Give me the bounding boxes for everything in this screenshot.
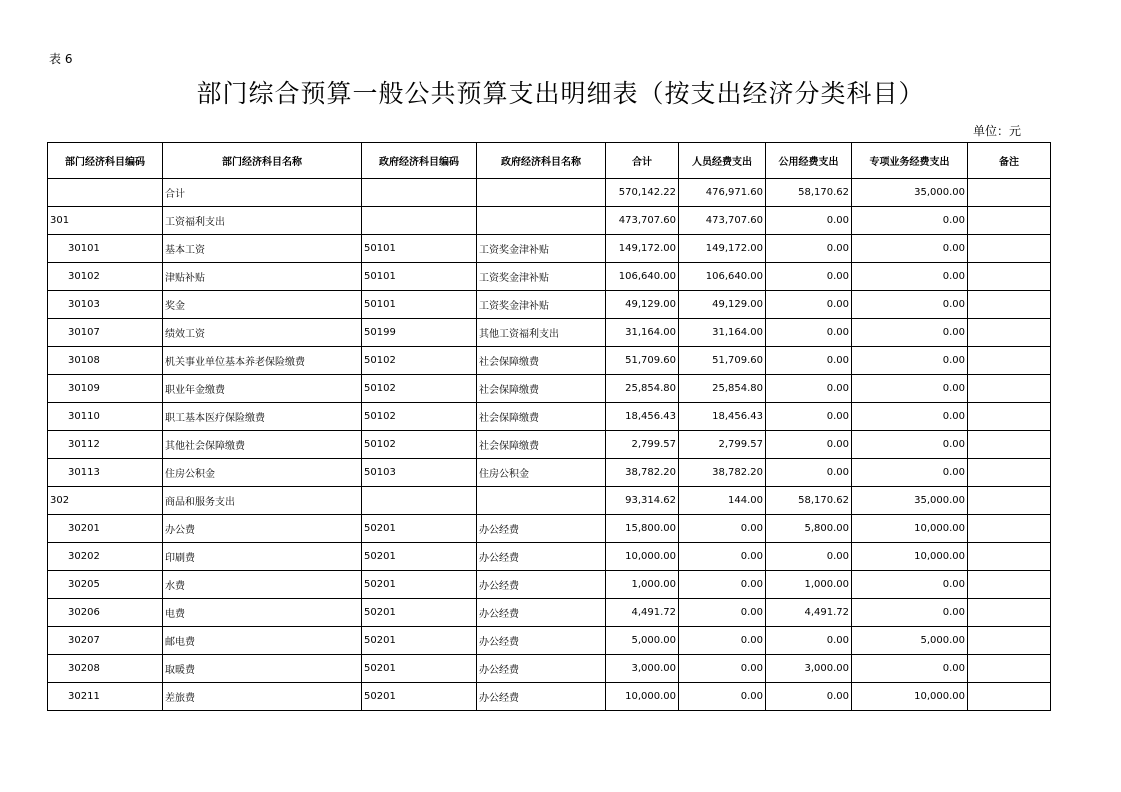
cell-personnel: 144.00 [679, 487, 766, 515]
cell-public: 0.00 [766, 431, 852, 459]
table-row [48, 683, 1051, 711]
cell-special: 0.00 [852, 347, 968, 375]
cell-special: 0.00 [852, 207, 968, 235]
cell-total: 473,707.60 [606, 207, 679, 235]
cell-name: 职业年金缴费 [163, 375, 362, 403]
cell-public: 0.00 [766, 459, 852, 487]
cell-gov-code: 50199 [362, 319, 477, 347]
cell-gov-name: 工资奖金津补贴 [477, 235, 606, 263]
cell-gov-name: 办公经费 [477, 599, 606, 627]
cell-public: 0.00 [766, 403, 852, 431]
cell-special: 5,000.00 [852, 627, 968, 655]
cell-gov-code [362, 179, 477, 207]
cell-gov-name: 办公经费 [477, 627, 606, 655]
cell-note [968, 459, 1051, 487]
cell-total: 2,799.57 [606, 431, 679, 459]
table-row [48, 599, 1051, 627]
cell-gov-code: 50101 [362, 263, 477, 291]
cell-gov-name: 办公经费 [477, 683, 606, 711]
cell-personnel: 0.00 [679, 599, 766, 627]
cell-total: 15,800.00 [606, 515, 679, 543]
cell-gov-code: 50102 [362, 431, 477, 459]
table-row [48, 655, 1051, 683]
cell-gov-code: 50201 [362, 599, 477, 627]
table-row [48, 403, 1051, 431]
cell-code: 30201 [48, 515, 163, 543]
cell-gov-code [362, 487, 477, 515]
header-public: 公用经费支出 [766, 143, 852, 179]
cell-public: 3,000.00 [766, 655, 852, 683]
cell-note [968, 683, 1051, 711]
cell-special: 10,000.00 [852, 543, 968, 571]
cell-special: 0.00 [852, 571, 968, 599]
cell-name: 职工基本医疗保险缴费 [163, 403, 362, 431]
cell-gov-code: 50201 [362, 655, 477, 683]
cell-note [968, 571, 1051, 599]
cell-personnel: 149,172.00 [679, 235, 766, 263]
cell-note [968, 627, 1051, 655]
cell-public: 0.00 [766, 263, 852, 291]
cell-code: 30110 [48, 403, 163, 431]
cell-total: 149,172.00 [606, 235, 679, 263]
header-gov-name: 政府经济科目名称 [477, 143, 606, 179]
cell-public: 0.00 [766, 375, 852, 403]
table-row [48, 543, 1051, 571]
table-row [48, 319, 1051, 347]
cell-gov-name [477, 179, 606, 207]
cell-code: 30101 [48, 235, 163, 263]
table-row [48, 487, 1051, 515]
cell-personnel: 18,456.43 [679, 403, 766, 431]
cell-special: 0.00 [852, 655, 968, 683]
cell-total: 18,456.43 [606, 403, 679, 431]
cell-note [968, 291, 1051, 319]
cell-special: 0.00 [852, 319, 968, 347]
cell-code: 30211 [48, 683, 163, 711]
cell-public: 0.00 [766, 683, 852, 711]
table-row [48, 431, 1051, 459]
cell-special: 0.00 [852, 599, 968, 627]
cell-note [968, 263, 1051, 291]
cell-gov-code: 50103 [362, 459, 477, 487]
cell-special: 0.00 [852, 263, 968, 291]
cell-public: 0.00 [766, 543, 852, 571]
cell-code: 30109 [48, 375, 163, 403]
cell-gov-name: 其他工资福利支出 [477, 319, 606, 347]
cell-personnel: 0.00 [679, 515, 766, 543]
cell-code: 30202 [48, 543, 163, 571]
unit-label: 单位：元 [972, 124, 1021, 138]
cell-special: 0.00 [852, 403, 968, 431]
cell-code: 30208 [48, 655, 163, 683]
cell-public: 0.00 [766, 207, 852, 235]
cell-gov-name: 办公经费 [477, 571, 606, 599]
cell-name: 住房公积金 [163, 459, 362, 487]
header-special: 专项业务经费支出 [852, 143, 968, 179]
cell-gov-code: 50201 [362, 515, 477, 543]
cell-gov-name: 办公经费 [477, 655, 606, 683]
cell-special: 10,000.00 [852, 515, 968, 543]
cell-name: 合计 [163, 179, 362, 207]
cell-code: 30108 [48, 347, 163, 375]
cell-note [968, 179, 1051, 207]
cell-note [968, 403, 1051, 431]
table-row [48, 375, 1051, 403]
cell-public: 0.00 [766, 291, 852, 319]
cell-gov-name [477, 207, 606, 235]
cell-note [968, 515, 1051, 543]
cell-code: 30102 [48, 263, 163, 291]
cell-name: 商品和服务支出 [163, 487, 362, 515]
header-personnel: 人员经费支出 [679, 143, 766, 179]
cell-special: 35,000.00 [852, 487, 968, 515]
cell-name: 绩效工资 [163, 319, 362, 347]
cell-gov-name: 住房公积金 [477, 459, 606, 487]
cell-gov-name: 社会保障缴费 [477, 431, 606, 459]
cell-gov-code: 50201 [362, 571, 477, 599]
cell-name: 取暖费 [163, 655, 362, 683]
cell-code: 30107 [48, 319, 163, 347]
table-row [48, 291, 1051, 319]
table-row [48, 263, 1051, 291]
cell-personnel: 106,640.00 [679, 263, 766, 291]
cell-code: 30205 [48, 571, 163, 599]
cell-gov-code: 50201 [362, 683, 477, 711]
cell-code: 30206 [48, 599, 163, 627]
cell-special: 0.00 [852, 291, 968, 319]
cell-public: 0.00 [766, 347, 852, 375]
table-number: 表 6 [49, 52, 73, 66]
cell-note [968, 599, 1051, 627]
cell-total: 4,491.72 [606, 599, 679, 627]
cell-gov-name: 办公经费 [477, 515, 606, 543]
cell-special: 35,000.00 [852, 179, 968, 207]
cell-total: 10,000.00 [606, 543, 679, 571]
header-dept-name: 部门经济科目名称 [163, 143, 362, 179]
cell-personnel: 51,709.60 [679, 347, 766, 375]
cell-name: 差旅费 [163, 683, 362, 711]
cell-total: 1,000.00 [606, 571, 679, 599]
cell-code: 301 [48, 207, 163, 235]
cell-gov-name: 工资奖金津补贴 [477, 291, 606, 319]
cell-personnel: 2,799.57 [679, 431, 766, 459]
cell-public: 0.00 [766, 235, 852, 263]
cell-name: 电费 [163, 599, 362, 627]
cell-code: 302 [48, 487, 163, 515]
cell-public: 58,170.62 [766, 487, 852, 515]
cell-public: 58,170.62 [766, 179, 852, 207]
cell-name: 奖金 [163, 291, 362, 319]
cell-total: 31,164.00 [606, 319, 679, 347]
cell-note [968, 431, 1051, 459]
cell-gov-name: 社会保障缴费 [477, 403, 606, 431]
cell-personnel: 0.00 [679, 655, 766, 683]
cell-note [968, 543, 1051, 571]
cell-public: 4,491.72 [766, 599, 852, 627]
header-note: 备注 [968, 143, 1051, 179]
header-dept-code: 部门经济科目编码 [48, 143, 163, 179]
cell-note [968, 655, 1051, 683]
cell-code: 30207 [48, 627, 163, 655]
cell-gov-name [477, 487, 606, 515]
cell-personnel: 0.00 [679, 543, 766, 571]
cell-personnel: 473,707.60 [679, 207, 766, 235]
cell-code [48, 179, 163, 207]
cell-special: 0.00 [852, 431, 968, 459]
cell-gov-code: 50201 [362, 627, 477, 655]
cell-special: 0.00 [852, 235, 968, 263]
cell-total: 570,142.22 [606, 179, 679, 207]
cell-gov-code: 50101 [362, 291, 477, 319]
table-row [48, 235, 1051, 263]
header-gov-code: 政府经济科目编码 [362, 143, 477, 179]
cell-name: 邮电费 [163, 627, 362, 655]
cell-public: 0.00 [766, 319, 852, 347]
cell-note [968, 207, 1051, 235]
cell-total: 10,000.00 [606, 683, 679, 711]
cell-name: 机关事业单位基本养老保险缴费 [163, 347, 362, 375]
cell-name: 基本工资 [163, 235, 362, 263]
table-row [48, 627, 1051, 655]
cell-total: 25,854.80 [606, 375, 679, 403]
cell-personnel: 476,971.60 [679, 179, 766, 207]
cell-total: 51,709.60 [606, 347, 679, 375]
cell-personnel: 49,129.00 [679, 291, 766, 319]
cell-public: 0.00 [766, 627, 852, 655]
cell-personnel: 0.00 [679, 683, 766, 711]
cell-gov-code: 50201 [362, 543, 477, 571]
cell-name: 印刷费 [163, 543, 362, 571]
cell-personnel: 0.00 [679, 571, 766, 599]
cell-name: 水费 [163, 571, 362, 599]
cell-total: 49,129.00 [606, 291, 679, 319]
cell-note [968, 235, 1051, 263]
page-title: 部门综合预算一般公共预算支出明细表（按支出经济分类科目） [196, 79, 925, 108]
cell-total: 38,782.20 [606, 459, 679, 487]
cell-total: 93,314.62 [606, 487, 679, 515]
cell-special: 10,000.00 [852, 683, 968, 711]
cell-total: 5,000.00 [606, 627, 679, 655]
table-row [48, 515, 1051, 543]
cell-personnel: 25,854.80 [679, 375, 766, 403]
cell-code: 30103 [48, 291, 163, 319]
cell-note [968, 347, 1051, 375]
cell-personnel: 0.00 [679, 627, 766, 655]
cell-gov-name: 办公经费 [477, 543, 606, 571]
cell-total: 106,640.00 [606, 263, 679, 291]
cell-public: 1,000.00 [766, 571, 852, 599]
cell-name: 其他社会保障缴费 [163, 431, 362, 459]
cell-special: 0.00 [852, 459, 968, 487]
cell-name: 办公费 [163, 515, 362, 543]
cell-note [968, 319, 1051, 347]
cell-gov-code [362, 207, 477, 235]
cell-gov-code: 50101 [362, 235, 477, 263]
cell-total: 3,000.00 [606, 655, 679, 683]
table-row [48, 459, 1051, 487]
cell-gov-code: 50102 [362, 403, 477, 431]
cell-code: 30112 [48, 431, 163, 459]
cell-gov-name: 工资奖金津补贴 [477, 263, 606, 291]
table-row [48, 347, 1051, 375]
table-row [48, 207, 1051, 235]
table-row [48, 571, 1051, 599]
cell-personnel: 31,164.00 [679, 319, 766, 347]
cell-gov-name: 社会保障缴费 [477, 375, 606, 403]
cell-name: 津贴补贴 [163, 263, 362, 291]
header-total: 合计 [606, 143, 679, 179]
cell-code: 30113 [48, 459, 163, 487]
expenditure-detail-table [47, 142, 1051, 711]
cell-special: 0.00 [852, 375, 968, 403]
cell-note [968, 375, 1051, 403]
table-header-row [48, 143, 1051, 179]
cell-gov-code: 50102 [362, 375, 477, 403]
cell-note [968, 487, 1051, 515]
cell-gov-code: 50102 [362, 347, 477, 375]
table-row [48, 179, 1051, 207]
cell-personnel: 38,782.20 [679, 459, 766, 487]
cell-name: 工资福利支出 [163, 207, 362, 235]
cell-public: 5,800.00 [766, 515, 852, 543]
cell-gov-name: 社会保障缴费 [477, 347, 606, 375]
